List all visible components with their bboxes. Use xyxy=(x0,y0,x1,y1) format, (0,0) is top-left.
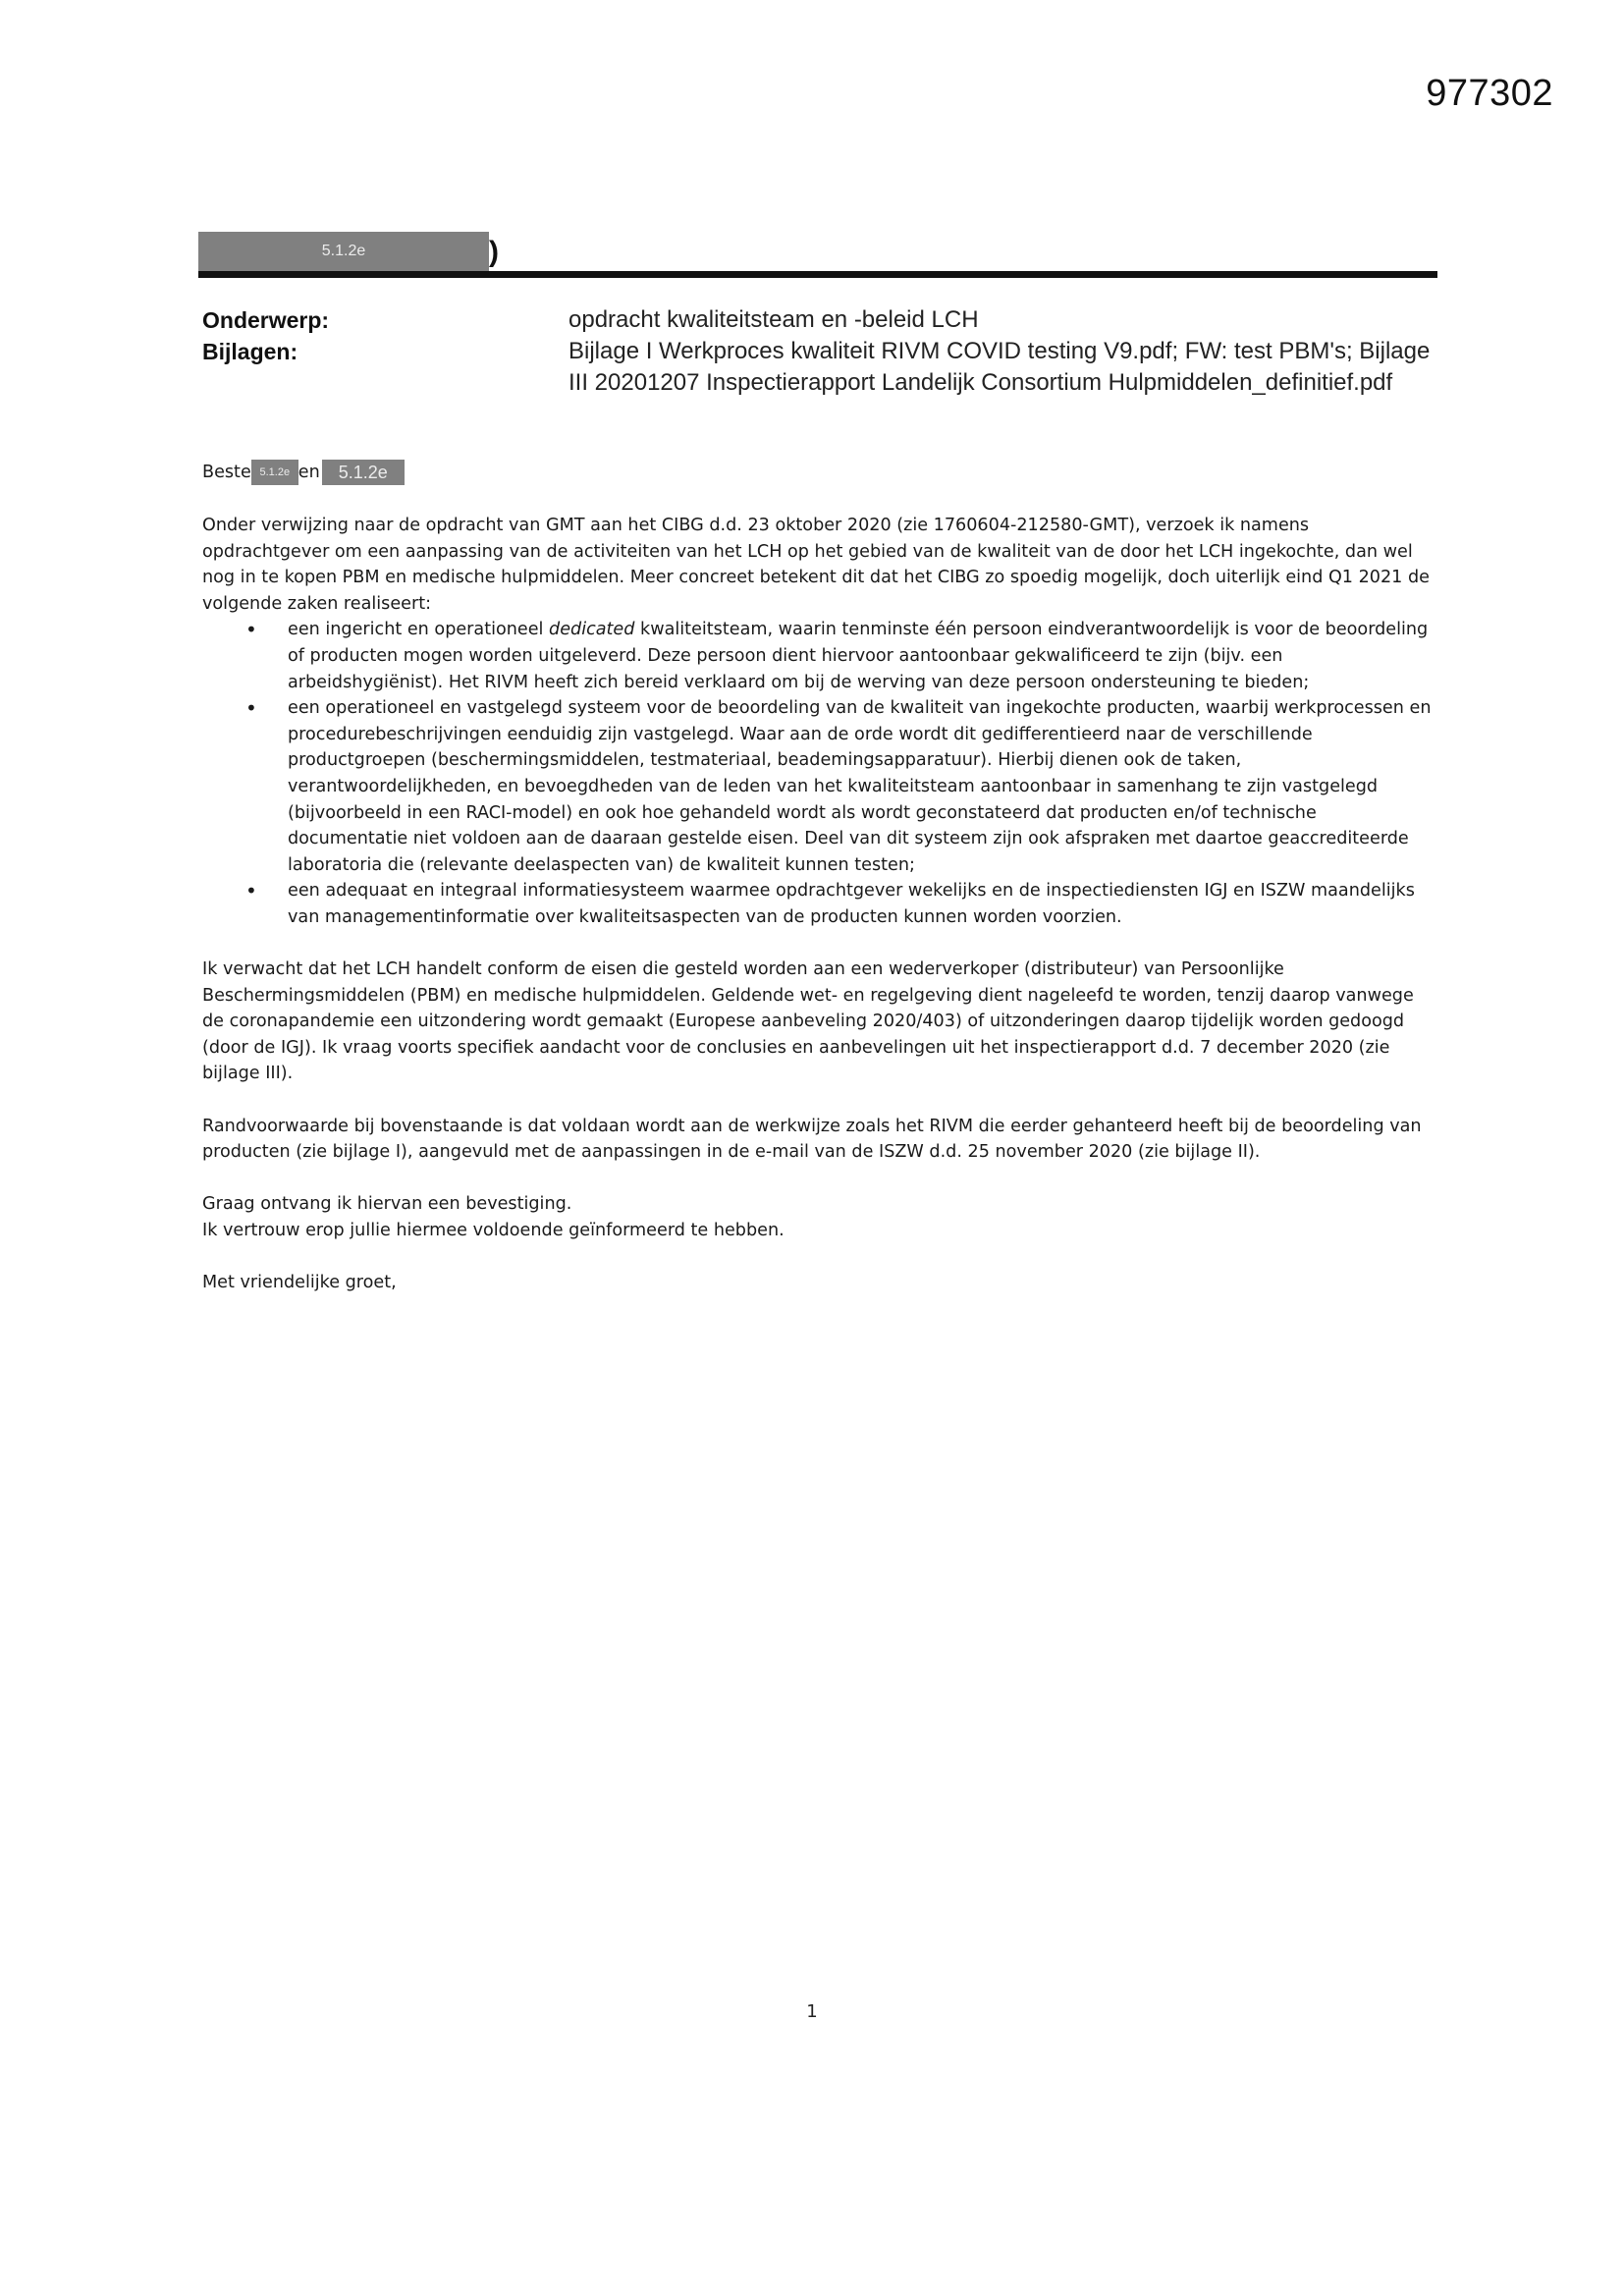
bullet-icon: • xyxy=(245,696,257,721)
header-rule xyxy=(198,271,1437,278)
list-item-text-before: een ingericht en operationeel xyxy=(288,620,550,640)
list-item xyxy=(202,617,1435,695)
subject-row xyxy=(202,304,1439,336)
paragraph-expectation: Ik verwacht dat het LCH handelt conform de eisen die gesteld worden aan een wederverkoper (distributeur) van Persoonlijke Beschermingsmiddelen (PBM) en medische hulpmiddelen. Geldende wet- en regelgeving dient nageleefd te worden, tenzij daarop vanwege de coronapandemie een uitzondering wordt gemaakt (Europese aanbeveling 2020/403) of uitzonderingen daarop tijdelijk worden gedoogd (door de IGJ). Ik vraag voorts specifiek aandacht voor de conclusies en aanbevelingen uit het inspectierapport d.d. 7 december 2020 (zie bijlage III). xyxy=(202,959,1414,1084)
list-item-emphasis: dedicated xyxy=(549,620,635,640)
attachments-row xyxy=(202,336,1439,399)
email-body xyxy=(202,458,1435,1296)
attachments-label: Bijlagen: xyxy=(202,339,298,364)
list-item xyxy=(202,695,1435,878)
spacer xyxy=(202,1087,1435,1114)
greeting xyxy=(202,458,1435,487)
list-item-text-after: kwaliteitsteam, waarin tenminste één persoon eindverantwoordelijk is voor de beoordeling of producten mogen worden uitgeleverd. Deze persoon dient hiervoor aantoonbaar gekwalificeerd te zijn (bijv. een arbeidshygiënist). Het RIVM heeft zich bereid verklaard om bij de werving van deze persoon ondersteuning te bieden; xyxy=(288,620,1429,692)
paragraph-intro: Onder verwijzing naar de opdracht van GMT aan het CIBG d.d. 23 oktober 2020 (zie 1760604-212580-GMT), verzoek ik namens opdrachtgever om een aanpassing van de activiteiten van het LCH op het gebied van de kwaliteit van de door het LCH ingekochte, dan wel nog in te kopen PBM en medische hulpmiddelen. Meer concreet betekent dit dat het CIBG zo spoedig mogelijk, doch uiterlijk eind Q1 2021 de volgende zaken realiseert: xyxy=(202,516,1430,614)
subject-label: Onderwerp: xyxy=(202,307,330,333)
email-meta xyxy=(202,304,1439,399)
email-header xyxy=(198,232,1437,277)
bullet-icon: • xyxy=(245,879,257,903)
list-item-text: een adequaat en integraal informatiesysteem waarmee opdrachtgever wekelijks en de inspectiediensten IGJ en ISZW maandelijks van managementinformatie over kwaliteitsaspecten van de producten kunnen worden voorzien. xyxy=(288,881,1415,927)
list-item xyxy=(202,878,1435,930)
spacer xyxy=(202,1166,1435,1192)
list-item-text: een operationeel en vastgelegd systeem voor de beoordeling van de kwaliteit van ingekochte producten, waarbij werkprocessen en procedurebeschrijvingen eenduidig zijn vastgelegd. Waar aan de orde wordt dit gedifferentieerd naar de verschillende productgroepen (beschermingsmiddelen, testmateriaal, beademingsapparatuur). Hierbij dienen ook de taken, verantwoordelijkheden, en bevoegdheden van de leden van het kwaliteitsteam aantoonbaar in samenhang te zijn vastgelegd (bijvoorbeeld in een RACI-model) en ook hoe gehandeld wordt als wordt geconstateerd dat producten en/of technische documentatie niet voldoen aan de daaraan gestelde eisen. Deel van dit systeem zijn ook afspraken met daartoe geaccrediteerde laboratoria die (relevante deelaspecten van) de kwaliteit kunnen testen; xyxy=(288,698,1432,875)
greeting-redaction-2: 5.1.2e xyxy=(322,460,405,485)
paragraph-confirmation: Graag ontvang ik hiervan een bevestiging. xyxy=(202,1194,572,1215)
document-number: 977302 xyxy=(1426,73,1553,114)
paragraph-precondition: Randvoorwaarde bij bovenstaande is dat voldaan wordt aan de werkwijze zoals het RIVM die eerder gehanteerd heeft bij de beoordeling van producten (zie bijlage I), aangevuld met de aanpassingen in de e-mail van de ISZW d.d. 25 november 2020 (zie bijlage II). xyxy=(202,1116,1422,1163)
header-paren: ) xyxy=(489,236,499,268)
greeting-redaction-1: 5.1.2e xyxy=(251,460,298,485)
page-number: 1 xyxy=(806,2001,818,2022)
subject-value: opdracht kwaliteitsteam en -beleid LCH xyxy=(568,306,979,333)
bullet-icon: • xyxy=(245,618,257,642)
requirements-list xyxy=(202,617,1435,930)
closing: Met vriendelijke groet, xyxy=(202,1273,397,1293)
spacer xyxy=(202,1244,1435,1271)
paragraph-informed: Ik vertrouw erop jullie hiermee voldoende geïnformeerd te hebben. xyxy=(202,1221,785,1241)
spacer xyxy=(202,931,1435,957)
greeting-prefix: Beste xyxy=(202,463,251,482)
greeting-middle: en xyxy=(298,463,320,482)
sender-redaction: 5.1.2e xyxy=(198,232,489,271)
attachments-value: Bijlage I Werkproces kwaliteit RIVM COVID testing V9.pdf; FW: test PBM's; Bijlage III 20201207 Inspectierapport Landelijk Consortium Hulpmiddelen_definitief.pdf xyxy=(568,338,1431,396)
